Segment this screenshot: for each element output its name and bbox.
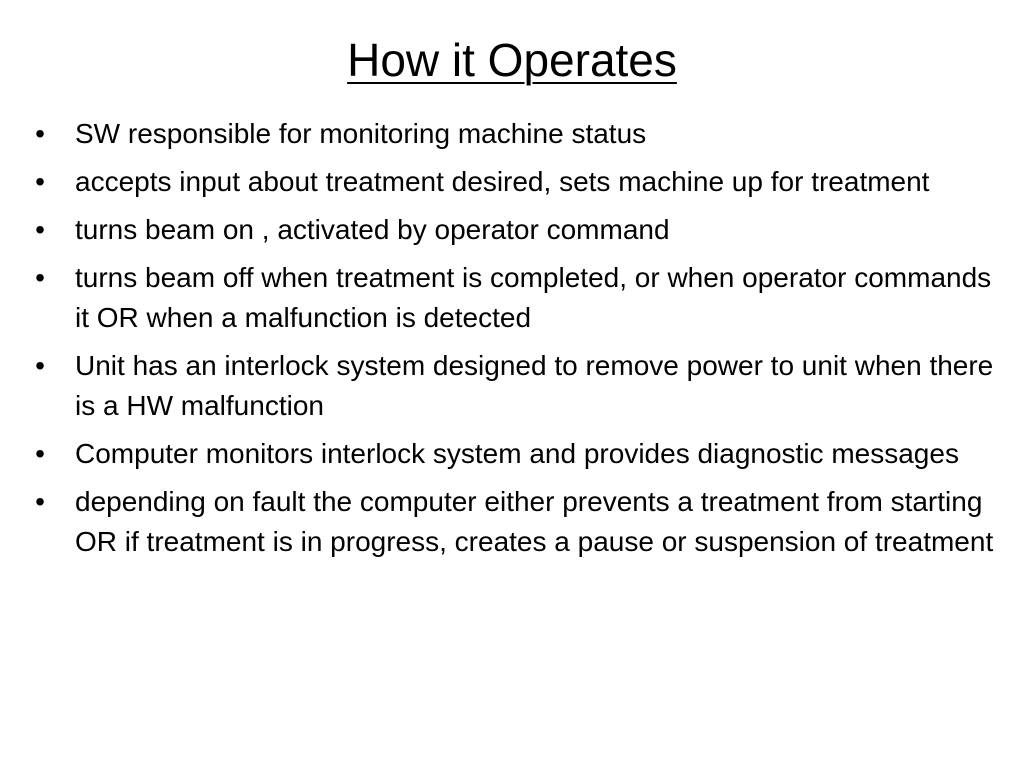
bullet-dot: • bbox=[35, 486, 45, 517]
bullet-item bbox=[30, 346, 998, 426]
bullet-dot: • bbox=[35, 262, 45, 293]
bullet-text: SW responsible for monitoring machine status bbox=[75, 118, 647, 149]
bullet-text: turns beam off when treatment is completed, or when operator commands it OR when a malfunction is detected bbox=[75, 262, 992, 333]
bullet-item bbox=[30, 114, 998, 154]
bullet-dot: • bbox=[35, 166, 45, 197]
slide-title bbox=[0, 30, 1024, 90]
bullet-text: depending on fault the computer either prevents a treatment from starting OR if treatment is in progress, creates a pause or suspension of treatment bbox=[75, 486, 994, 557]
bullet-item bbox=[30, 210, 998, 250]
bullet-item bbox=[30, 482, 998, 562]
bullet-text: Unit has an interlock system designed to remove power to unit when there is a HW malfunction bbox=[75, 350, 994, 421]
bullet-item bbox=[30, 258, 998, 338]
bullet-item bbox=[30, 434, 998, 474]
bullet-text: Computer monitors interlock system and provides diagnostic messages bbox=[75, 438, 959, 469]
bullet-dot: • bbox=[35, 214, 45, 245]
slide-title-text: How it Operates bbox=[347, 34, 677, 86]
bullet-item bbox=[30, 162, 998, 202]
bullet-list bbox=[30, 114, 998, 570]
bullet-text: accepts input about treatment desired, sets machine up for treatment bbox=[75, 166, 930, 197]
bullet-text: turns beam on , activated by operator command bbox=[75, 214, 670, 245]
bullet-dot: • bbox=[35, 118, 45, 149]
bullet-dot: • bbox=[35, 438, 45, 469]
bullet-dot: • bbox=[35, 350, 45, 381]
